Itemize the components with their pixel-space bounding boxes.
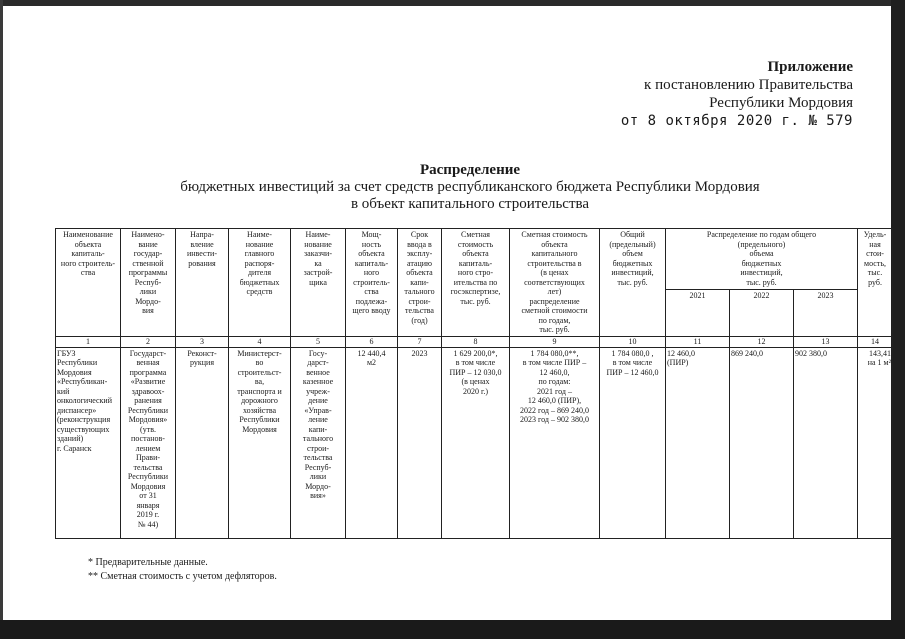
scan-edge-right — [891, 0, 905, 639]
header-year-2023: 2023 — [794, 289, 858, 336]
scan-edge-top — [0, 0, 905, 6]
document-heading — [0, 162, 905, 213]
header-program: Наимено- вание государ- ственной программы Респуб- лики Мордо- вия — [121, 229, 176, 337]
cell-estimate-by-years: 1 784 080,0**, в том числе ПИР – 12 460,0, по годам: 2021 год – 12 460,0 (ПИР), 2022 год – 869 240,0 2023 год – 902 380,0 — [510, 347, 600, 538]
header-customer: Наиме- нование заказчи- ка застрой- щика — [291, 229, 346, 337]
header-direction: Напра- вление инвести- рования — [176, 229, 229, 337]
column-number: 5 — [291, 336, 346, 347]
scan-edge-bottom — [0, 620, 905, 639]
appendix-line-1: к постановлению Правительства — [644, 77, 853, 93]
appendix-date-number: от 8 октября 2020 г. № 579 — [620, 113, 853, 129]
column-numbers-row — [56, 336, 893, 347]
column-number: 10 — [600, 336, 666, 347]
column-number: 7 — [398, 336, 442, 347]
cell-commission-year: 2023 — [398, 347, 442, 538]
appendix-title: Приложение — [767, 59, 853, 75]
column-number: 2 — [121, 336, 176, 347]
header-commission-year: Срок ввода в эксплу- атацию объекта капи- тального строи- тельства (год) — [398, 229, 442, 337]
header-year-2022: 2022 — [730, 289, 794, 336]
cell-program: Государст- венная программа «Развитие здравоох- ранения Республики Мордовия» (утв. постанов- лением Прави- тельства Республики Мордовия от 31 января 2019 г. № 44) — [121, 347, 176, 538]
header-object-name: Наименование объекта капиталь- ного строитель- ства — [56, 229, 121, 337]
appendix-line-2: Республики Мордовия — [709, 95, 853, 111]
header-year-2021: 2021 — [666, 289, 730, 336]
header-year-distribution: Распределение по годам общего (предельного) объема бюджетных инвестиций, тыс. руб. — [666, 229, 858, 290]
cell-estimate: 1 629 200,0*, в том числе ПИР – 12 030,0 (в ценах 2020 г.) — [442, 347, 510, 538]
cell-2023: 902 380,0 — [794, 347, 858, 538]
column-number: 4 — [229, 336, 291, 347]
header-capacity: Мощ- ность объекта капиталь- ного строитель- ства подлежа- щего вводу — [346, 229, 398, 337]
column-number: 1 — [56, 336, 121, 347]
cell-total-investment: 1 784 080,0 , в том числе ПИР – 12 460,0 — [600, 347, 666, 538]
cell-object-name: ГБУЗ Республики Мордовия «Республикан- кий онкологический диспансер» (реконструкция существующих зданий) г. Саранск — [56, 347, 121, 538]
document-subtitle-2: в объект капитального строительства — [350, 196, 590, 212]
column-number: 3 — [176, 336, 229, 347]
appendix-block — [621, 58, 853, 130]
header-total-investment: Общий (предельный) объем бюджетных инвестиций, тыс. руб. — [600, 229, 666, 337]
cell-2021: 12 460,0 (ПИР) — [666, 347, 730, 538]
header-estimate: Сметная стоимость объекта капиталь- ного стро- ительства по госэкспертизе, тыс. руб. — [442, 229, 510, 337]
column-number: 8 — [442, 336, 510, 347]
table-row — [56, 347, 893, 538]
document-title: Распределение — [419, 162, 521, 178]
column-number: 6 — [346, 336, 398, 347]
budget-table — [55, 228, 893, 539]
header-estimate-by-years: Сметная стоимость объекта капитального строительства в (в ценах соответствующих лет) распределение сметной стоимости по годам, тыс. руб. — [510, 229, 600, 337]
header-manager: Наиме- нование главного распоря- дителя бюджетных средств — [229, 229, 291, 337]
scan-edge-left — [0, 0, 3, 639]
column-number: 13 — [794, 336, 858, 347]
column-number: 9 — [510, 336, 600, 347]
footnote-1: * Предварительные данные. — [88, 557, 208, 568]
footnotes — [88, 556, 277, 584]
cell-unit-cost: 143,41 на 1 м² — [858, 347, 893, 538]
column-number: 14 — [858, 336, 893, 347]
cell-capacity: 12 440,4 м2 — [346, 347, 398, 538]
cell-customer: Госу- дарст- венное казенное учреж- дение «Управ- ление капи- тального строи- тельства Респуб- лики Мордо- вия» — [291, 347, 346, 538]
footnote-2: ** Сметная стоимость с учетом дефляторов. — [88, 571, 277, 582]
document-subtitle-1: бюджетных инвестиций за счет средств республиканского бюджета Республики Мордовия — [180, 179, 760, 195]
header-unit-cost: Удель- ная стои- мость, тыс. руб. — [858, 229, 893, 337]
header-row — [56, 229, 893, 290]
cell-direction: Реконст- рукция — [176, 347, 229, 538]
cell-manager: Министерст- во строительст- ва, транспорта и дорожного хозяйства Республики Мордовия — [229, 347, 291, 538]
cell-2022: 869 240,0 — [730, 347, 794, 538]
column-number: 11 — [666, 336, 730, 347]
column-number: 12 — [730, 336, 794, 347]
